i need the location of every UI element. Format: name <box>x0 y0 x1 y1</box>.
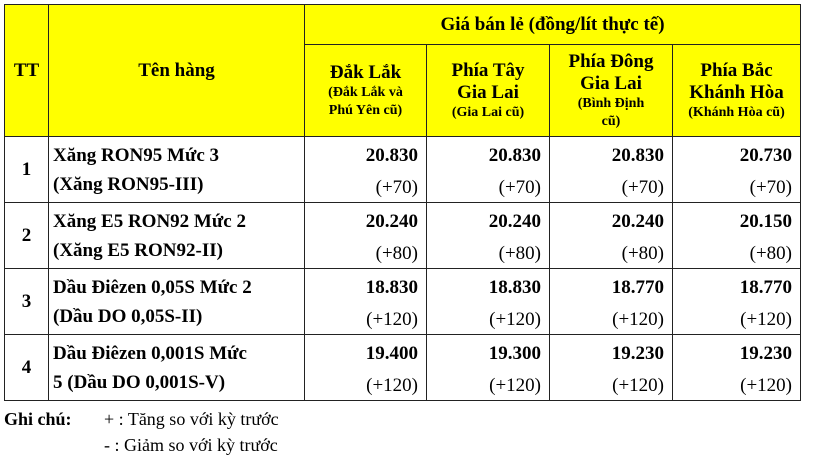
price-cell <box>550 137 673 203</box>
region-sub: Phú Yên cũ) <box>328 102 403 118</box>
region-name: Phía Bắc <box>700 59 773 81</box>
table-row <box>5 137 801 203</box>
price-change: (+120) <box>612 375 664 396</box>
price-change: (+80) <box>498 243 541 264</box>
region-sub: (Đắk Lắk và <box>328 84 403 100</box>
product-name-line: Dầu Điêzen 0,05S Mức 2 <box>53 276 252 298</box>
product-name-line: (Xăng RON95-III) <box>53 173 204 195</box>
product-name <box>49 203 305 269</box>
price-value: 19.400 <box>365 343 418 364</box>
price-cell <box>427 203 550 269</box>
price-value: 18.830 <box>488 277 541 298</box>
price-value: 20.150 <box>739 211 792 232</box>
price-cell <box>305 269 427 335</box>
price-change: (+120) <box>740 309 792 330</box>
price-change: (+80) <box>375 243 418 264</box>
region-sub: cũ) <box>601 113 621 129</box>
price-value: 18.770 <box>611 277 664 298</box>
header-region-dak-lak <box>305 45 427 137</box>
note-minus: - : Giảm so với kỳ trước <box>104 435 278 455</box>
table-row <box>5 269 801 335</box>
notes-section <box>4 406 279 458</box>
row-number: 1 <box>5 137 49 203</box>
region-name: Đắk Lắk <box>329 61 402 83</box>
price-cell <box>673 137 801 203</box>
price-change: (+70) <box>375 177 418 198</box>
region-sub: (Khánh Hòa cũ) <box>688 104 785 120</box>
note-line-minus <box>4 432 279 458</box>
price-cell <box>673 335 801 401</box>
product-name-line: (Dầu DO 0,05S-II) <box>53 305 203 327</box>
price-value: 19.300 <box>488 343 541 364</box>
region-name: Gia Lai <box>457 81 519 103</box>
product-name-line: Xăng RON95 Mức 3 <box>53 144 220 166</box>
price-change: (+120) <box>489 375 541 396</box>
region-sub: (Bình Định <box>577 95 645 111</box>
product-name-line: Dầu Điêzen 0,001S Mức <box>53 342 247 364</box>
price-cell <box>550 335 673 401</box>
price-value: 20.830 <box>365 145 418 166</box>
price-value: 19.230 <box>739 343 792 364</box>
price-value: 20.240 <box>488 211 541 232</box>
price-cell <box>305 335 427 401</box>
price-value: 18.830 <box>365 277 418 298</box>
note-line-plus <box>4 406 279 432</box>
price-cell <box>550 203 673 269</box>
product-name-line: (Xăng E5 RON92-II) <box>53 239 223 261</box>
price-change: (+120) <box>366 309 418 330</box>
product-name <box>49 269 305 335</box>
header-region-dong-gia-lai <box>550 45 673 137</box>
row-number: 2 <box>5 203 49 269</box>
price-cell <box>305 203 427 269</box>
price-cell <box>550 269 673 335</box>
price-value: 20.830 <box>488 145 541 166</box>
region-name: Phía Đông <box>568 50 654 72</box>
note-plus: + : Tăng so với kỳ trước <box>104 409 279 429</box>
price-change: (+70) <box>621 177 664 198</box>
row-number: 4 <box>5 335 49 401</box>
price-change: (+80) <box>749 243 792 264</box>
price-value: 20.830 <box>611 145 664 166</box>
price-change: (+120) <box>366 375 418 396</box>
header-product: Tên hàng <box>49 5 305 137</box>
table-row <box>5 335 801 401</box>
header-tt: TT <box>5 5 49 137</box>
price-value: 20.730 <box>739 145 792 166</box>
region-sub: (Gia Lai cũ) <box>451 104 525 120</box>
price-change: (+120) <box>740 375 792 396</box>
price-cell <box>673 203 801 269</box>
row-number: 3 <box>5 269 49 335</box>
product-name-line: 5 (Dầu DO 0,001S-V) <box>53 371 226 393</box>
table-row <box>5 203 801 269</box>
product-name <box>49 137 305 203</box>
price-cell <box>427 335 550 401</box>
header-region-tay-gia-lai <box>427 45 550 137</box>
price-value: 19.230 <box>611 343 664 364</box>
price-value: 20.240 <box>611 211 664 232</box>
region-name: Khánh Hòa <box>689 81 784 103</box>
price-value: 18.770 <box>739 277 792 298</box>
price-change: (+80) <box>621 243 664 264</box>
region-name: Gia Lai <box>580 72 642 94</box>
header-price-group: Giá bán lẻ (đồng/lít thực tế) <box>305 5 801 45</box>
price-cell <box>427 269 550 335</box>
product-name-line: Xăng E5 RON92 Mức 2 <box>53 210 246 232</box>
price-change: (+70) <box>498 177 541 198</box>
price-change: (+120) <box>489 309 541 330</box>
price-cell <box>305 137 427 203</box>
notes-label: Ghi chú: <box>4 409 72 429</box>
region-name: Phía Tây <box>451 59 525 81</box>
price-value: 20.240 <box>365 211 418 232</box>
price-change: (+70) <box>749 177 792 198</box>
price-cell <box>673 269 801 335</box>
header-region-bac-khanh-hoa <box>673 45 801 137</box>
price-change: (+120) <box>612 309 664 330</box>
price-cell <box>427 137 550 203</box>
fuel-price-table <box>4 4 801 401</box>
product-name <box>49 335 305 401</box>
